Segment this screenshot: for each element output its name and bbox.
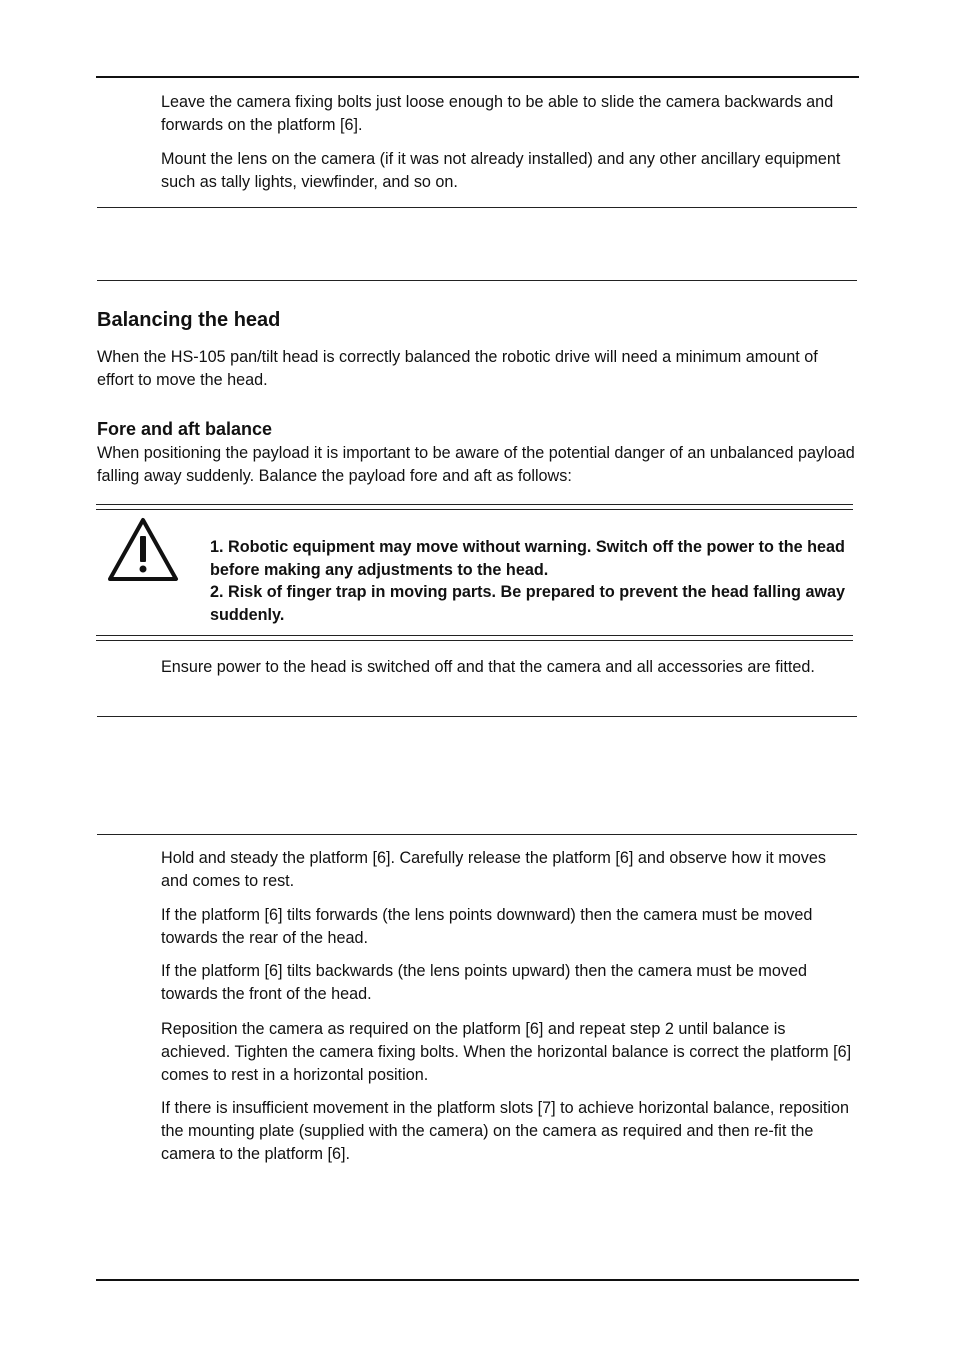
step-paragraph: If the platform [6] tilts forwards (the lens points downward) then the camera must be moved towards the rear of the head. <box>161 906 813 947</box>
step-paragraph: If the platform [6] tilts backwards (the lens points upward) then the camera must be moved towards the front of the head. <box>161 962 808 1003</box>
bottom-divider <box>96 1279 859 1281</box>
step-paragraph: Leave the camera fixing bolts just loose enough to be able to slide the camera backwards and forwards on the platform [6]. <box>161 93 834 134</box>
intro-paragraph: When positioning the payload it is important to be aware of the potential danger of an unbalanced payload falling away suddenly. Balance the payload fore and aft as follows: <box>97 444 855 485</box>
warning-triangle-icon <box>107 516 179 582</box>
step-paragraph: Hold and steady the platform [6]. Carefully release the platform [6] and observe how it moves and comes to rest. <box>161 849 826 890</box>
warning-text: 1. Robotic equipment may move without warning. Switch off the power to the head before making any adjustments to the head. <box>210 538 845 579</box>
section-divider <box>97 716 857 717</box>
step-paragraph: Ensure power to the head is switched off and that the camera and all accessories are fitted. <box>161 658 815 676</box>
warning-bottom-rule <box>96 635 853 636</box>
section-divider <box>97 280 857 281</box>
warning-top-rule <box>96 509 853 510</box>
section-divider <box>97 834 857 835</box>
warning-bottom-rule <box>96 640 853 641</box>
subsection-heading: Fore and aft balance <box>97 419 273 439</box>
top-divider <box>96 76 859 78</box>
section-divider <box>97 207 857 208</box>
step-paragraph: Mount the lens on the camera (if it was not already installed) and any other ancillary equipment such as tally lights, viewfinder, and so on. <box>161 150 841 191</box>
warning-text: 2. Risk of finger trap in moving parts. Be prepared to prevent the head falling away suddenly. <box>210 583 846 624</box>
intro-paragraph: When the HS-105 pan/tilt head is correctly balanced the robotic drive will need a minimum amount of effort to move the head. <box>97 348 818 389</box>
section-heading: Balancing the head <box>97 309 281 331</box>
step-paragraph: If there is insufficient movement in the platform slots [7] to achieve horizontal balance, reposition the mounting plate (supplied with the camera) on the camera as required and then re-fit the camera to the platform [6]. <box>161 1099 850 1163</box>
step-paragraph: Reposition the camera as required on the platform [6] and repeat step 2 until balance is achieved. Tighten the camera fixing bolts. When the horizontal balance is correct the platform [6] comes to rest in a horizontal position. <box>161 1020 852 1084</box>
warning-top-rule <box>96 504 853 505</box>
